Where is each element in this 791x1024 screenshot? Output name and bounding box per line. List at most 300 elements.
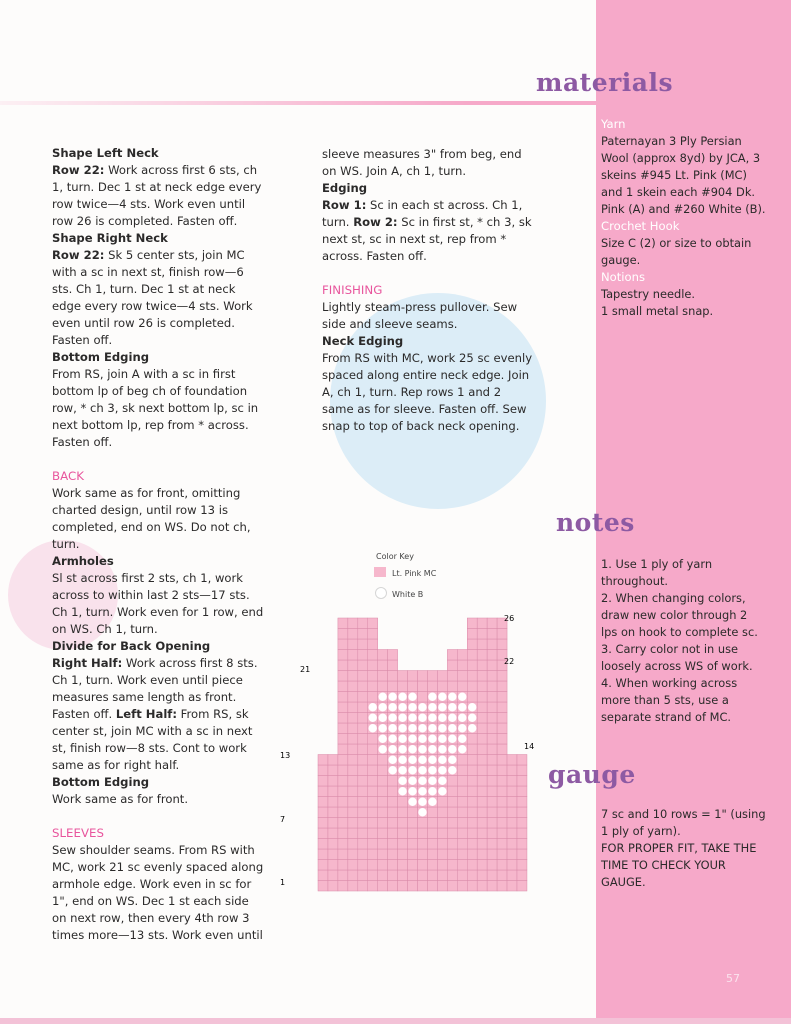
chart-cell bbox=[447, 818, 457, 829]
gauge-line-1: 7 sc and 10 rows = 1" (using 1 ply of yarn). bbox=[601, 807, 766, 838]
heart-stitch bbox=[468, 724, 476, 732]
notions-line-1: Tapestry needle. bbox=[601, 287, 695, 301]
chart-cell bbox=[358, 786, 368, 797]
note-item: 4. When working across more than 5 sts, use a separate strand of MC. bbox=[601, 676, 738, 724]
heart-stitch bbox=[438, 693, 446, 701]
heart-stitch bbox=[458, 703, 466, 711]
heart-stitch bbox=[398, 766, 406, 774]
chart-cell bbox=[477, 723, 487, 734]
chart-cell bbox=[338, 734, 348, 745]
chart-cell bbox=[348, 734, 358, 745]
chart-cell bbox=[457, 671, 467, 682]
chart-cell bbox=[457, 849, 467, 860]
chart-cell bbox=[388, 828, 398, 839]
chart-cell bbox=[507, 797, 517, 808]
color-key-title: Color Key bbox=[376, 552, 414, 561]
heart-stitch bbox=[418, 798, 426, 806]
chart-cell bbox=[418, 681, 428, 692]
chart-cell bbox=[418, 828, 428, 839]
chart-cell bbox=[378, 807, 388, 818]
chart-cell bbox=[358, 734, 368, 745]
chart-cell bbox=[497, 881, 507, 892]
heart-stitch bbox=[418, 766, 426, 774]
chart-cell bbox=[497, 818, 507, 829]
chart-cell bbox=[378, 818, 388, 829]
color-key-swatch-white bbox=[375, 587, 387, 599]
chart-cell bbox=[398, 818, 408, 829]
chart-cell bbox=[427, 671, 437, 682]
row-label-13: 13 bbox=[280, 751, 291, 760]
color-key-label-pink: Lt. Pink MC bbox=[392, 569, 437, 578]
heart-stitch bbox=[458, 745, 466, 753]
chart-cell bbox=[447, 776, 457, 787]
chart-cell bbox=[328, 860, 338, 871]
heart-stitch bbox=[428, 714, 436, 722]
chart-cell bbox=[318, 755, 328, 766]
heart-stitch bbox=[428, 798, 436, 806]
chart-cell bbox=[328, 828, 338, 839]
chart-cell bbox=[378, 786, 388, 797]
bottom-edging-text-2: Work same as for front. bbox=[52, 792, 189, 806]
page-number: 57 bbox=[726, 972, 740, 985]
chart-cell bbox=[467, 660, 477, 671]
chart-cell bbox=[447, 786, 457, 797]
heart-stitch bbox=[388, 735, 396, 743]
chart-cell bbox=[447, 870, 457, 881]
chart-cell bbox=[457, 839, 467, 850]
chart-cell bbox=[467, 839, 477, 850]
chart-cell bbox=[348, 828, 358, 839]
chart-cell bbox=[487, 860, 497, 871]
chart-cell bbox=[467, 828, 477, 839]
chart-cell bbox=[487, 660, 497, 671]
chart-cell bbox=[348, 671, 358, 682]
chart-cell bbox=[348, 692, 358, 703]
chart-cell bbox=[338, 744, 348, 755]
sleeves-text: Sew shoulder seams. From RS with MC, work 21 sc evenly spaced along armhole edge. Work even in sc for 1", end on WS. Dec 1 st each side on next row, then every 4th row 3 times more—13 sts. Work even until bbox=[52, 843, 264, 942]
chart-cell bbox=[398, 849, 408, 860]
chart-cell bbox=[487, 776, 497, 787]
chart-cell bbox=[487, 870, 497, 881]
chart-cell bbox=[348, 713, 358, 724]
heart-stitch bbox=[398, 756, 406, 764]
heart-stitch bbox=[388, 766, 396, 774]
chart-cell bbox=[507, 828, 517, 839]
chart-cell bbox=[368, 839, 378, 850]
chart-cell bbox=[378, 839, 388, 850]
chart-cell bbox=[378, 797, 388, 808]
chart-cell bbox=[358, 818, 368, 829]
chart-cell bbox=[338, 828, 348, 839]
chart-cell bbox=[328, 755, 338, 766]
edging-text: Row 1: Sc in each st across. Ch 1, turn. Row 2: Sc in first st, * ch 3, sk next st, sc in next st, rep from * across. Fasten off. bbox=[322, 198, 532, 263]
chart-cell bbox=[437, 870, 447, 881]
chart-cell bbox=[457, 860, 467, 871]
yarn-label: Yarn bbox=[601, 117, 626, 131]
chart-cell bbox=[418, 671, 428, 682]
chart-cell bbox=[368, 807, 378, 818]
heart-stitch bbox=[378, 735, 386, 743]
chart-cell bbox=[497, 692, 507, 703]
chart-cell bbox=[358, 765, 368, 776]
chart-cell bbox=[477, 618, 487, 629]
chart-cell bbox=[487, 818, 497, 829]
heart-stitch bbox=[428, 735, 436, 743]
heart-stitch bbox=[398, 745, 406, 753]
chart-cell bbox=[338, 818, 348, 829]
bottom-edging-heading-2: Bottom Edging bbox=[52, 775, 150, 789]
chart-cell bbox=[497, 786, 507, 797]
chart-cell bbox=[378, 870, 388, 881]
heart-stitch bbox=[408, 714, 416, 722]
chart-cell bbox=[328, 807, 338, 818]
chart-cell bbox=[467, 860, 477, 871]
chart-cell bbox=[358, 849, 368, 860]
chart-cell bbox=[457, 776, 467, 787]
chart-cell bbox=[338, 723, 348, 734]
note-item: 1. Use 1 ply of yarn throughout. bbox=[601, 557, 713, 588]
chart-cell bbox=[318, 839, 328, 850]
chart-grid bbox=[270, 600, 540, 900]
chart-cell bbox=[487, 786, 497, 797]
heart-stitch bbox=[398, 787, 406, 795]
chart-cell bbox=[338, 881, 348, 892]
chart-cell bbox=[487, 692, 497, 703]
chart-cell bbox=[497, 797, 507, 808]
chart-cell bbox=[507, 786, 517, 797]
chart-cell bbox=[358, 755, 368, 766]
chart-cell bbox=[467, 776, 477, 787]
shape-right-neck-text: Row 22: Sk 5 center sts, join MC with a sc in next st, finish row—6 sts. Ch 1, turn. Dec 1 st at neck edge every row twice—4 sts. Work even until row 26 is completed. Fasten off. bbox=[52, 248, 253, 347]
chart-cell bbox=[348, 660, 358, 671]
chart-cell bbox=[517, 860, 527, 871]
chart-cell bbox=[338, 786, 348, 797]
chart-cell bbox=[318, 849, 328, 860]
chart-cell bbox=[368, 776, 378, 787]
sleeves-heading: SLEEVES bbox=[52, 826, 104, 840]
shape-left-neck-text: Row 22: Work across first 6 sts, ch 1, turn. Dec 1 st at neck edge every row twice—4 sts. Work even until row 26 is completed. Fasten off. bbox=[52, 163, 262, 228]
chart-cell bbox=[348, 618, 358, 629]
heart-stitch bbox=[418, 714, 426, 722]
chart-cell bbox=[517, 828, 527, 839]
heart-stitch bbox=[458, 693, 466, 701]
chart-cell bbox=[437, 860, 447, 871]
chart-cell bbox=[348, 786, 358, 797]
chart-cell bbox=[497, 839, 507, 850]
chart-cell bbox=[328, 776, 338, 787]
chart-cell bbox=[457, 818, 467, 829]
chart-cell bbox=[348, 776, 358, 787]
chart-cell bbox=[348, 681, 358, 692]
chart-cell bbox=[338, 776, 348, 787]
chart-cell bbox=[338, 839, 348, 850]
chart-cell bbox=[398, 797, 408, 808]
chart-cell bbox=[497, 723, 507, 734]
chart-cell bbox=[497, 713, 507, 724]
chart-cell bbox=[348, 639, 358, 650]
chart-cell bbox=[408, 860, 418, 871]
chart-cell bbox=[388, 860, 398, 871]
chart-cell bbox=[328, 786, 338, 797]
chart-cell bbox=[348, 744, 358, 755]
chart-cell bbox=[378, 681, 388, 692]
chart-cell bbox=[497, 776, 507, 787]
chart-cell bbox=[348, 650, 358, 661]
chart-cell bbox=[388, 881, 398, 892]
yarn-text: Paternayan 3 Ply Persian Wool (approx 8yd) by JCA, 3 skeins #945 Lt. Pink (MC) and 1 skein each #904 Dk. Pink (A) and #260 White (B). bbox=[601, 134, 766, 216]
chart-cell bbox=[497, 765, 507, 776]
chart-cell bbox=[507, 849, 517, 860]
chart-cell bbox=[338, 807, 348, 818]
armholes-heading: Armholes bbox=[52, 554, 114, 568]
heart-stitch bbox=[468, 714, 476, 722]
chart-cell bbox=[418, 839, 428, 850]
heart-stitch bbox=[369, 724, 377, 732]
chart-cell bbox=[477, 807, 487, 818]
chart-cell bbox=[467, 818, 477, 829]
chart-cell bbox=[447, 797, 457, 808]
gauge-line-2: FOR PROPER FIT, TAKE THE TIME TO CHECK YOUR GAUGE. bbox=[601, 841, 757, 889]
divide-text: Right Half: Work across first 8 sts. Ch 1, turn. Work even until piece measures same length as front. Fasten off. Left Half: From RS, sk center st, join MC with a sc in next st, finish row—8 sts. Cont to work same as for right half. bbox=[52, 656, 258, 772]
hook-text: Size C (2) or size to obtain gauge. bbox=[601, 236, 752, 267]
chart-cell bbox=[318, 881, 328, 892]
chart-cell bbox=[338, 671, 348, 682]
chart-cell bbox=[457, 786, 467, 797]
chart-cell bbox=[477, 713, 487, 724]
chart-cell bbox=[507, 776, 517, 787]
chart-cell bbox=[348, 765, 358, 776]
chart-cell bbox=[467, 807, 477, 818]
chart-cell bbox=[338, 797, 348, 808]
chart-cell bbox=[328, 797, 338, 808]
chart-cell bbox=[447, 807, 457, 818]
chart-cell bbox=[487, 618, 497, 629]
header-rule bbox=[0, 101, 776, 105]
chart-cell bbox=[487, 765, 497, 776]
chart-cell bbox=[437, 881, 447, 892]
chart-cell bbox=[427, 870, 437, 881]
chart-cell bbox=[368, 849, 378, 860]
row-label-7: 7 bbox=[280, 815, 286, 824]
chart-cell bbox=[338, 660, 348, 671]
chart-cell bbox=[517, 839, 527, 850]
chart-cell bbox=[418, 818, 428, 829]
chart-cell bbox=[348, 881, 358, 892]
chart-cell bbox=[348, 723, 358, 734]
chart-cell bbox=[487, 723, 497, 734]
chart-cell bbox=[318, 807, 328, 818]
chart-cell bbox=[358, 650, 368, 661]
chart-cell bbox=[477, 650, 487, 661]
chart-cell bbox=[408, 870, 418, 881]
chart-cell bbox=[477, 828, 487, 839]
chart-cell bbox=[497, 807, 507, 818]
chart-cell bbox=[368, 660, 378, 671]
chart-cell bbox=[398, 839, 408, 850]
heart-stitch bbox=[378, 703, 386, 711]
chart-cell bbox=[318, 870, 328, 881]
chart-cell bbox=[318, 776, 328, 787]
chart-cell bbox=[427, 818, 437, 829]
chart-cell bbox=[358, 860, 368, 871]
heart-stitch bbox=[388, 724, 396, 732]
heart-stitch bbox=[438, 703, 446, 711]
chart-cell bbox=[467, 671, 477, 682]
chart-cell bbox=[457, 755, 467, 766]
chart-cell bbox=[487, 744, 497, 755]
chart-cell bbox=[437, 828, 447, 839]
chart-cell bbox=[497, 629, 507, 640]
row-label-21: 21 bbox=[300, 665, 311, 674]
chart-cell bbox=[467, 755, 477, 766]
chart-cell bbox=[437, 671, 447, 682]
chart-cell bbox=[467, 797, 477, 808]
note-item: 2. When changing colors, draw new color through 2 lps on hook to complete sc. bbox=[601, 591, 758, 639]
heart-stitch bbox=[428, 787, 436, 795]
heart-stitch bbox=[418, 703, 426, 711]
chart-cell bbox=[348, 860, 358, 871]
chart-cell bbox=[447, 660, 457, 671]
chart-cell bbox=[447, 671, 457, 682]
chart-cell bbox=[358, 839, 368, 850]
chart-cell bbox=[517, 755, 527, 766]
heart-stitch bbox=[448, 714, 456, 722]
chart-cell bbox=[487, 639, 497, 650]
heart-stitch bbox=[418, 724, 426, 732]
chart-cell bbox=[487, 650, 497, 661]
chart-cell bbox=[388, 671, 398, 682]
heart-stitch bbox=[418, 808, 426, 816]
chart-cell bbox=[427, 849, 437, 860]
chart-cell bbox=[437, 681, 447, 692]
chart-cell bbox=[348, 870, 358, 881]
chart-cell bbox=[318, 860, 328, 871]
chart-cell bbox=[348, 807, 358, 818]
chart-cell bbox=[388, 650, 398, 661]
notes-title: notes bbox=[556, 508, 635, 537]
chart-cell bbox=[487, 681, 497, 692]
chart-cell bbox=[368, 650, 378, 661]
chart-cell bbox=[418, 692, 428, 703]
chart-cell bbox=[507, 839, 517, 850]
chart-cell bbox=[368, 681, 378, 692]
heart-stitch bbox=[418, 735, 426, 743]
chart-cell bbox=[517, 849, 527, 860]
heart-stitch bbox=[438, 724, 446, 732]
chart-cell bbox=[418, 849, 428, 860]
chart-cell bbox=[477, 797, 487, 808]
chart-cell bbox=[487, 702, 497, 713]
heart-stitch bbox=[448, 693, 456, 701]
chart-cell bbox=[437, 839, 447, 850]
heart-stitch bbox=[388, 756, 396, 764]
chart-cell bbox=[368, 734, 378, 745]
heart-stitch bbox=[438, 745, 446, 753]
chart-cell bbox=[427, 807, 437, 818]
chart-cell bbox=[318, 797, 328, 808]
chart-cell bbox=[328, 881, 338, 892]
chart-cell bbox=[427, 881, 437, 892]
chart-cell bbox=[378, 860, 388, 871]
sleeves-continued-text: sleeve measures 3" from beg, end on WS. Join A, ch 1, turn. bbox=[322, 147, 522, 178]
chart-cell bbox=[457, 828, 467, 839]
chart-cell bbox=[467, 870, 477, 881]
chart-cell bbox=[447, 881, 457, 892]
heart-stitch bbox=[448, 724, 456, 732]
notions-line-2: 1 small metal snap. bbox=[601, 304, 714, 318]
heart-stitch bbox=[418, 787, 426, 795]
chart-cell bbox=[348, 629, 358, 640]
chart-cell bbox=[497, 639, 507, 650]
chart-cell bbox=[358, 639, 368, 650]
chart-cell bbox=[408, 818, 418, 829]
chart-cell bbox=[477, 734, 487, 745]
chart-cell bbox=[358, 713, 368, 724]
chart-cell bbox=[408, 681, 418, 692]
heart-stitch bbox=[418, 756, 426, 764]
edging-heading: Edging bbox=[322, 181, 368, 195]
chart-cell bbox=[338, 702, 348, 713]
row-label-26: 26 bbox=[504, 614, 515, 623]
chart-cell bbox=[358, 828, 368, 839]
chart-cell bbox=[427, 860, 437, 871]
chart-cell bbox=[358, 660, 368, 671]
chart-cell bbox=[358, 807, 368, 818]
chart-cell bbox=[358, 692, 368, 703]
chart-cell bbox=[358, 776, 368, 787]
heart-stitch bbox=[398, 735, 406, 743]
chart-cell bbox=[467, 744, 477, 755]
chart-cell bbox=[358, 671, 368, 682]
chart-cell bbox=[497, 744, 507, 755]
chart-cell bbox=[398, 881, 408, 892]
heart-stitch bbox=[408, 703, 416, 711]
chart-cell bbox=[497, 870, 507, 881]
chart-cell bbox=[467, 765, 477, 776]
shape-left-neck-heading: Shape Left Neck bbox=[52, 146, 159, 160]
chart-cell bbox=[328, 849, 338, 860]
gauge-title: gauge bbox=[548, 760, 636, 789]
heart-stitch bbox=[398, 693, 406, 701]
chart-cell bbox=[358, 870, 368, 881]
chart-cell bbox=[368, 744, 378, 755]
neck-edging-text: From RS with MC, work 25 sc evenly spaced along entire neck edge. Join A, ch 1, turn. Rep rows 1 and 2 same as for sleeve. Fasten off. Sew snap to top of back neck opening. bbox=[322, 351, 533, 433]
chart-cell bbox=[338, 692, 348, 703]
chart-cell bbox=[477, 765, 487, 776]
chart-cell bbox=[457, 660, 467, 671]
chart-cell bbox=[457, 765, 467, 776]
chart-cell bbox=[487, 807, 497, 818]
chart-cell bbox=[457, 807, 467, 818]
chart-cell bbox=[517, 776, 527, 787]
chart-cell bbox=[427, 828, 437, 839]
chart-cell bbox=[457, 881, 467, 892]
heart-stitch bbox=[438, 756, 446, 764]
chart-cell bbox=[418, 881, 428, 892]
chart-cell bbox=[368, 639, 378, 650]
chart-cell bbox=[398, 860, 408, 871]
chart-cell bbox=[477, 744, 487, 755]
chart-cell bbox=[477, 870, 487, 881]
heart-stitch bbox=[468, 703, 476, 711]
chart-cell bbox=[507, 881, 517, 892]
chart-cell bbox=[507, 807, 517, 818]
chart-cell bbox=[378, 650, 388, 661]
chart-cell bbox=[338, 849, 348, 860]
chart-cell bbox=[467, 650, 477, 661]
heart-stitch bbox=[398, 724, 406, 732]
chart-cell bbox=[358, 881, 368, 892]
